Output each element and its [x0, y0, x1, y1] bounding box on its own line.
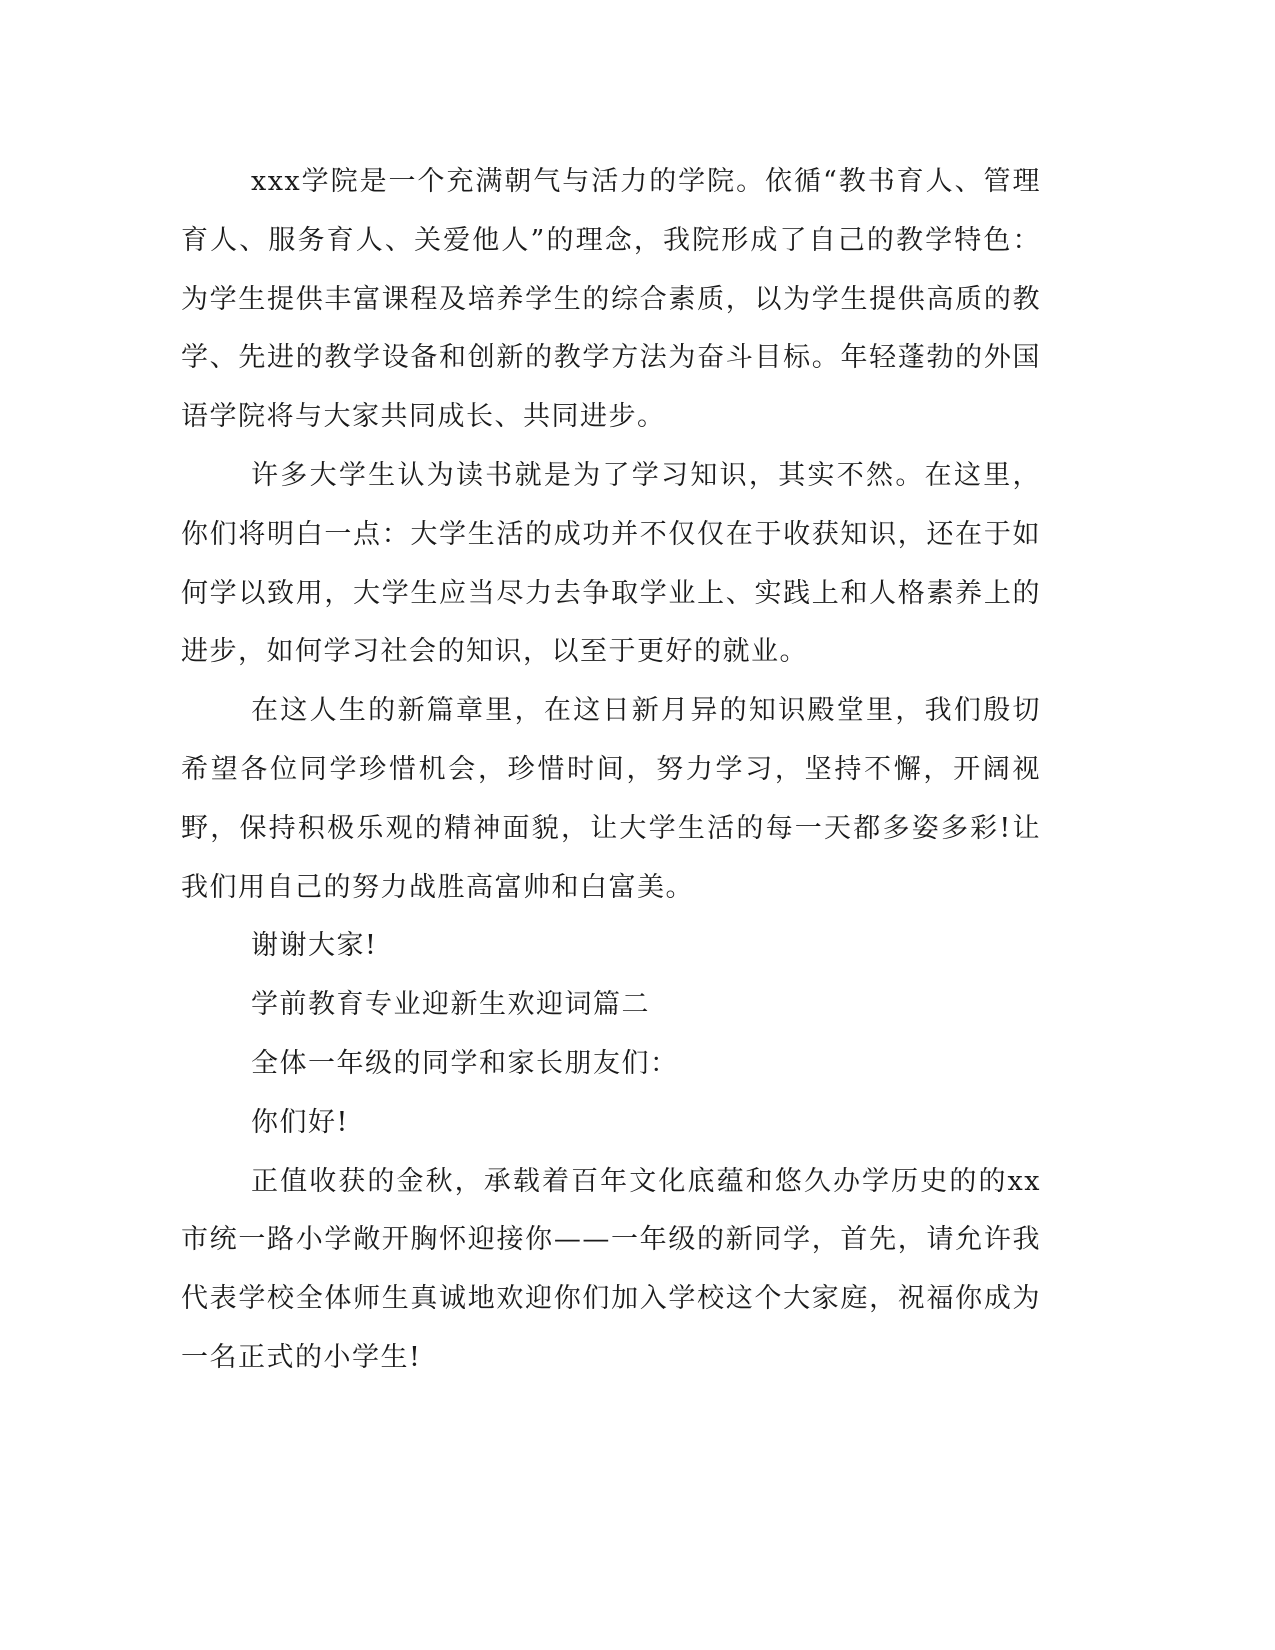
paragraph-intro-college: xxx学院是一个充满朝气与活力的学院。依循“教书育人、管理育人、服务育人、关爱他人”的理念，我院形成了自己的教学特色：为学生提供丰富课程及培养学生的综合素质，以为学生提供高质的教学、先进的教学设备和创新的教学方法为奋斗目标。年轻蓬勃的外国语学院将与大家共同成长、共同进步。	[181, 166, 1041, 433]
greeting: 你们好!	[251, 1106, 349, 1138]
salutation: 全体一年级的同学和家长朋友们：	[251, 1047, 679, 1079]
paragraph-thanks: 谢谢大家!	[251, 930, 378, 962]
document-body	[181, 153, 1041, 1388]
paragraph-study-purpose: 许多大学生认为读书就是为了学习知识，其实不然。在这里，你们将明白一点：大学生活的成功并不仅仅在于收获知识，还在于如何学以致用，大学生应当尽力去争取学业上、实践上和人格素养上的进步，如何学习社会的知识，以至于更好的就业。	[181, 459, 1041, 668]
section-heading: 学前教育专业迎新生欢迎词篇二	[251, 989, 650, 1021]
paragraph-welcome: 正值收获的金秋，承载着百年文化底蕴和悠久办学历史的的xx市统一路小学敞开胸怀迎接你——一年级的新同学，首先，请允许我代表学校全体师生真诚地欢迎你们加入学校这个大家庭，祝福你成为一名正式的小学生!	[181, 1165, 1041, 1373]
paragraph-new-chapter: 在这人生的新篇章里，在这日新月异的知识殿堂里，我们殷切希望各位同学珍惜机会，珍惜时间，努力学习，坚持不懈，开阔视野，保持积极乐观的精神面貌，让大学生活的每一天都多姿多彩!让我们用自己的努力战胜高富帅和白富美。	[181, 695, 1041, 903]
